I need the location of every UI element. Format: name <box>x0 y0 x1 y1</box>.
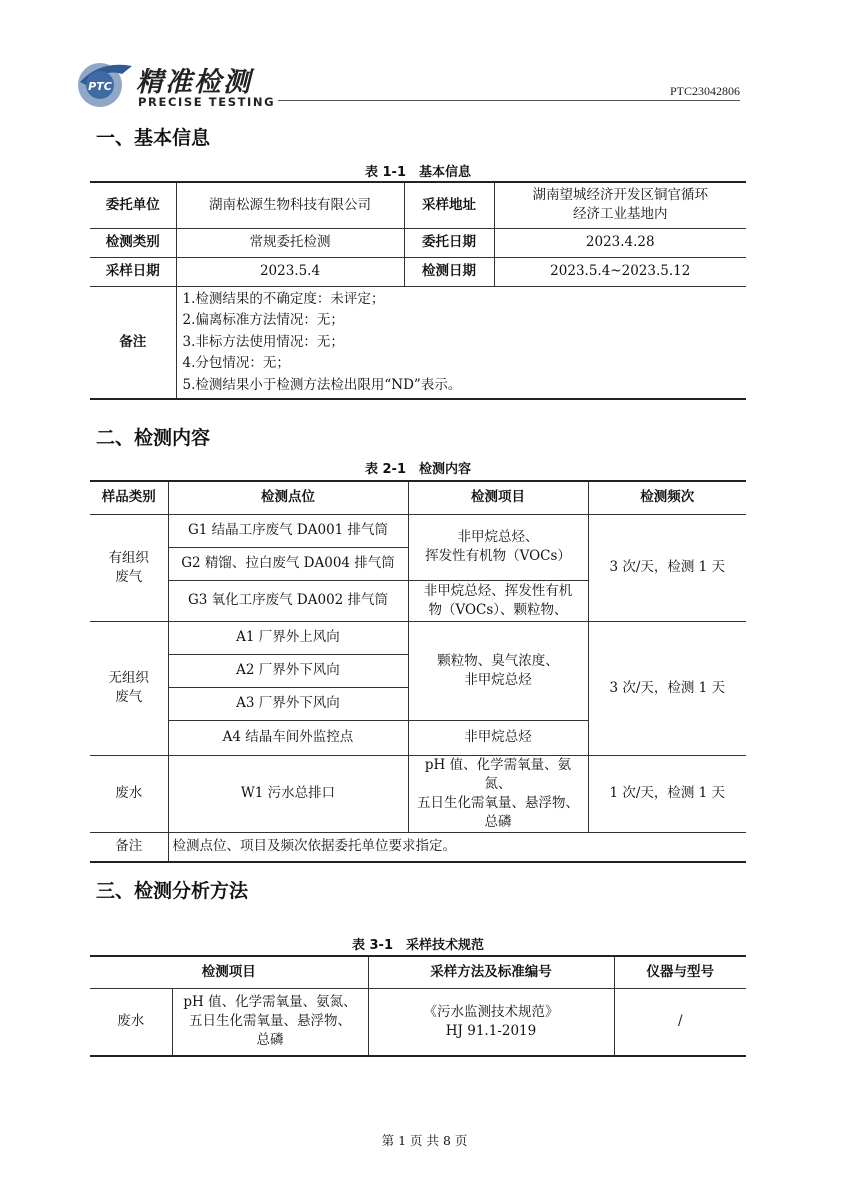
sampling-spec-table <box>90 955 746 1057</box>
table-row <box>90 755 746 832</box>
items-cell <box>172 988 368 1056</box>
basic-info-table <box>90 181 746 400</box>
category-organized <box>90 514 168 621</box>
col-header: 样品类别 <box>90 481 168 514</box>
label-remarks: 备注 <box>90 286 176 399</box>
category-wastewater: 废水 <box>90 755 168 832</box>
items-line: 非甲烷总烃、 <box>457 529 539 545</box>
items-cell <box>408 755 588 832</box>
col-header: 检测频次 <box>588 481 746 514</box>
report-number: PTC23042806 <box>669 84 740 98</box>
items-cell: 非甲烷总烃 <box>408 720 588 755</box>
value-site <box>494 182 746 228</box>
category-line: 有组织 <box>108 549 149 566</box>
label-site: 采样地址 <box>404 182 494 228</box>
category-unorganized <box>90 621 168 755</box>
table-row <box>90 286 746 399</box>
frequency-cell: 1 次/天，检测 1 天 <box>588 755 746 832</box>
col-header: 检测点位 <box>168 481 408 514</box>
value-sample-date: 2023.5.4 <box>176 257 404 286</box>
remark-item: 5.检测结果小于检测方法检出限用“ND”表示。 <box>182 376 462 393</box>
section-2-title: 二、检测内容 <box>96 427 211 449</box>
remark-label: 备注 <box>90 832 168 862</box>
category-wastewater: 废水 <box>90 988 172 1056</box>
items-line: 非甲烷总烃、挥发性有机 <box>423 582 573 599</box>
table-row <box>90 228 746 257</box>
col-header: 仪器与型号 <box>614 956 746 988</box>
table-row <box>90 832 746 862</box>
section-1-title: 一、基本信息 <box>96 127 211 149</box>
items-line: 挥发性有机物（VOCs） <box>425 548 571 564</box>
remark-text: 检测点位、项目及频次依据委托单位要求指定。 <box>168 832 746 862</box>
items-line: 五日生化需氧量、悬浮物、 <box>189 1013 351 1030</box>
items-line: 五日生化需氧量、悬浮物、 <box>417 794 579 811</box>
col-header: 检测项目 <box>90 956 368 988</box>
items-line: 颗粒物、臭气浓度、 <box>437 652 559 669</box>
table-header-row <box>90 481 746 514</box>
items-line: 总磷 <box>484 813 512 830</box>
remark-item: 4.分包情况：无； <box>182 355 290 371</box>
point-cell: A1 厂界外上风向 <box>168 621 408 654</box>
point-cell: A2 厂界外下风向 <box>168 654 408 687</box>
table-1-caption: 表 1-1 基本信息 <box>364 165 471 180</box>
frequency-cell: 3 次/天，检测 1 天 <box>588 621 746 755</box>
test-content-table <box>90 480 746 863</box>
label-entrust-date: 委托日期 <box>404 228 494 257</box>
value-client: 湖南松源生物科技有限公司 <box>176 182 404 228</box>
col-header: 检测项目 <box>408 481 588 514</box>
value-site-line1: 湖南望城经济开发区铜官循环 <box>532 187 708 204</box>
label-client: 委托单位 <box>90 182 176 228</box>
value-test-date: 2023.5.4~2023.5.12 <box>494 257 746 286</box>
point-cell: A3 厂界外下风向 <box>168 687 408 720</box>
label-sample-date: 采样日期 <box>90 257 176 286</box>
point-cell: G3 氧化工序废气 DA002 排气筒 <box>168 580 408 621</box>
value-site-line2: 经济工业基地内 <box>573 206 668 223</box>
label-type: 检测类别 <box>90 228 176 257</box>
header-rule <box>278 100 740 101</box>
point-cell: A4 结晶车间外监控点 <box>168 720 408 755</box>
ptc-badge-icon <box>74 52 136 114</box>
remark-item: 3.非标方法使用情况：无； <box>182 333 344 350</box>
remark-item: 2.偏离标准方法情况：无； <box>182 312 344 328</box>
frequency-cell: 3 次/天，检测 1 天 <box>588 514 746 621</box>
label-test-date: 检测日期 <box>404 257 494 286</box>
remarks-list <box>176 286 746 399</box>
remark-item: 1.检测结果的不确定度：未评定； <box>182 290 385 307</box>
category-line: 无组织 <box>108 670 149 686</box>
instrument-cell: / <box>614 988 746 1056</box>
items-cell <box>408 514 588 580</box>
items-line: pH 值、化学需氧量、氨氮、 <box>183 994 357 1011</box>
method-line: 《污水监测技术规范》 <box>423 1003 559 1020</box>
page-number: 第 1 页 共 8 页 <box>381 1133 468 1148</box>
table-row <box>90 182 746 228</box>
logo-chinese: 精准检测 <box>136 67 252 98</box>
table-2-caption: 表 2-1 检测内容 <box>364 462 471 477</box>
table-header-row <box>90 956 746 988</box>
table-row <box>90 514 746 547</box>
company-logo <box>74 52 279 114</box>
table-3-caption: 表 3-1 采样技术规范 <box>351 938 484 953</box>
point-cell: G1 结晶工序废气 DA001 排气筒 <box>168 514 408 547</box>
items-line: 非甲烷总烃 <box>464 671 532 688</box>
logo-badge-text: PTC <box>88 80 112 93</box>
section-3-title: 三、检测分析方法 <box>96 880 249 902</box>
items-line: pH 值、化学需氧量、氨氮、 <box>424 756 572 792</box>
logo-english: PRECISE TESTING <box>138 95 276 109</box>
table-row <box>90 257 746 286</box>
value-entrust-date: 2023.4.28 <box>494 228 746 257</box>
items-line: 物（VOCs）、颗粒物、 <box>428 601 568 618</box>
table-row <box>90 988 746 1056</box>
items-line: 总磷 <box>256 1032 284 1049</box>
col-header: 采样方法及标准编号 <box>368 956 614 988</box>
method-cell <box>368 988 614 1056</box>
items-cell <box>408 621 588 720</box>
value-type: 常规委托检测 <box>176 228 404 257</box>
table-row <box>90 621 746 654</box>
items-cell <box>408 580 588 621</box>
category-line: 废气 <box>115 689 143 705</box>
method-line: HJ 91.1-2019 <box>445 1022 537 1039</box>
point-cell: W1 污水总排口 <box>168 755 408 832</box>
point-cell: G2 精馏、拉白废气 DA004 排气筒 <box>168 547 408 580</box>
category-line: 废气 <box>115 568 143 585</box>
